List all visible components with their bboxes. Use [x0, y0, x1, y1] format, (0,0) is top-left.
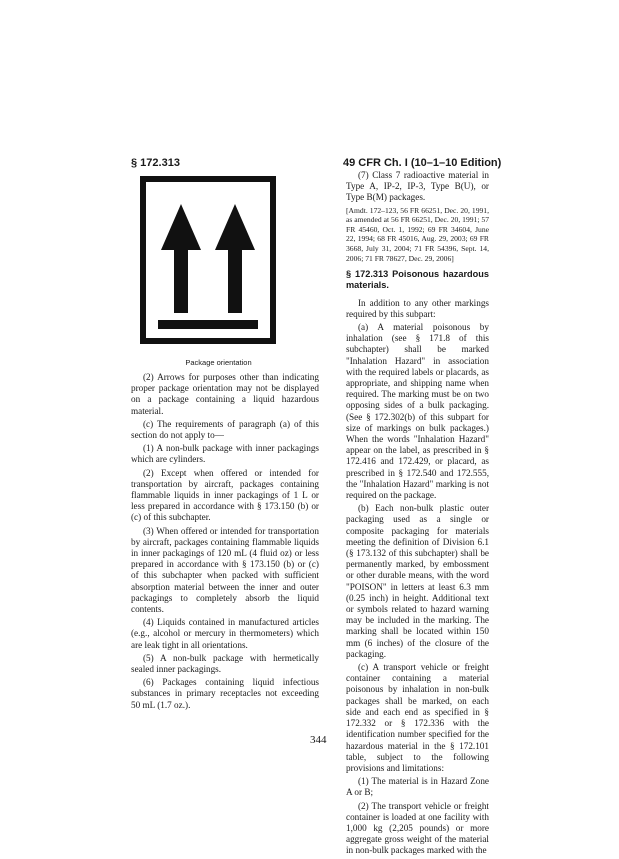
paragraph: (6) Packages containing liquid infectious substances in primary receptacles not exceeding 50 mL (1.7 oz.). [131, 677, 319, 710]
paragraph: (5) A non-bulk package with hermetically sealed inner packagings. [131, 652, 319, 675]
paragraph: (2) Except when offered or intended for transportation by aircraft, packages containing flammable liquids in inner packagings of 1 L or less prepared in accordance with § 173.150 (b) or (c) of this subchapter. [131, 467, 319, 523]
left-column [131, 372, 319, 713]
paragraph: (c) The requirements of paragraph (a) of this section do not apply to— [131, 418, 319, 441]
paragraph: (4) Liquids contained in manufactured articles (e.g., alcohol or mercury in thermometers) which are leak tight in all orientations. [131, 617, 319, 650]
section-heading: § 172.313 Poisonous hazardous materials. [346, 269, 489, 291]
page-number: 344 [310, 734, 327, 746]
paragraph: (1) The material is in Hazard Zone A or B; [346, 776, 489, 798]
section-header: § 172.313 [131, 157, 180, 169]
figure-caption: Package orientation [185, 358, 252, 367]
paragraph: (3) When offered or intended for transportation by aircraft, packages containing flammable liquids in inner packagings of 120 mL (4 fluid oz) or less prepared in accordance with § 173.150 (b) or (c) of this subchapter when packed with sufficient absorption material between the inner and outer packagings to completely absorb the liquid contents. [131, 525, 319, 615]
paragraph: In addition to any other markings required by this subpart: [346, 297, 489, 319]
paragraph: (2) Arrows for purposes other than indicating proper package orientation may not be displayed on a package containing a liquid hazardous material. [131, 372, 319, 416]
paragraph: (1) A non-bulk package with inner packagings which are cylinders. [131, 443, 319, 465]
up-arrows-icon [146, 182, 270, 338]
paragraph: (c) A transport vehicle or freight container containing a material poisonous by inhalation in non-bulk packages shall be marked, on each side and each end as specified in § 172.332 or § 172.336 with the identification number specified for the hazardous material in the § 172.101 table, subject to the following provisions and limitations: [346, 662, 489, 773]
title-header: 49 CFR Ch. I (10–1–10 Edition) [343, 157, 502, 169]
paragraph: (a) A material poisonous by inhalation (see § 171.8 of this subchapter) shall be marked "Inhalation Hazard" in association with the required labels or placards, as appropriate, and shipping name when required. The marking must be on two opposing sides of a bulk packaging. (See § 172.302(b) of this subpart for size of markings on bulk packages.) When the words "Inhalation Hazard" appear on the label, as prescribed in § 172.416 and 172.429, or placard, as prescribed in § 172.540 and 172.555, the "Inhalation Hazard" marking is not required on the package. [346, 321, 489, 501]
citation: [Amdt. 172–123, 56 FR 66251, Dec. 20, 1991, as amended at 56 FR 66251, Dec. 20, 1991; 57 FR 45460, Oct. 1, 1992; 69 FR 34604, June 22, 1994; 68 FR 45016, Aug. 29, 2003; 69 FR 3668, July 31, 2004; 71 FR 54396, Sept. 14, 2006; 71 FR 78627, Dec. 29, 2006] [346, 205, 489, 263]
package-orientation-figure [140, 176, 276, 344]
right-column [346, 170, 489, 859]
paragraph: (2) The transport vehicle or freight container is loaded at one facility with 1,000 kg (2,205 pounds) or more aggregate gross weight of the material in non-bulk packages marked with the [346, 800, 489, 856]
paragraph: (b) Each non-bulk plastic outer packaging used as a single or composite packaging for materials meeting the definition of Division 6.1 (§ 173.132 of this subchapter) shall be permanently marked, by embossment or other durable means, with the word "POISON" in letters at least 6.3 mm (0.25 inch) in height. Additional text or symbols related to hazard warning may be included in the marking. The marking shall be located within 150 mm (6 inches) of the closure of the packaging. [346, 503, 489, 659]
paragraph: (7) Class 7 radioactive material in Type A, IP-2, IP-3, Type B(U), or Type B(M) packages. [346, 170, 489, 203]
